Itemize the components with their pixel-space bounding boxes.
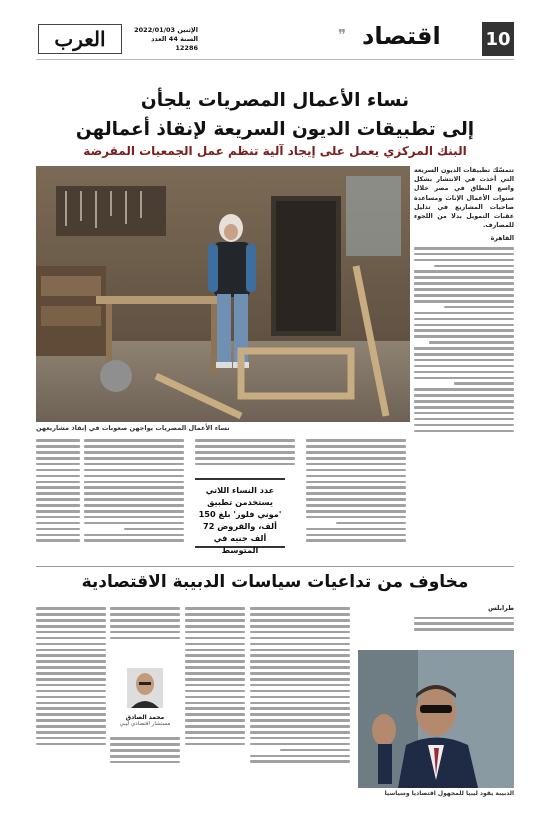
column-1-text [414,247,514,432]
issue-date: الإثنين 2022/01/03 [134,26,198,34]
issue-number: السنة 44 العدد 12286 [151,35,198,52]
section-title: اقتصاد [362,22,441,50]
author-photo [127,668,163,708]
author-role: مستشار اقتصادي ليبي [119,721,171,727]
dbeibah-photo [358,650,514,788]
second-dateline: طرابلس [488,605,514,612]
second-headline: مخاوف من تداعيات سياسات الدبيبة الاقتصادية [81,572,469,592]
second-column-2 [250,604,350,794]
dbeibah-photo-image [358,650,514,788]
second-column-4 [110,604,180,664]
page-number: 10 [482,22,514,56]
main-subheadline: البنك المركزي يعمل على إيجاد آلية تنظم عمل الجمعيات المقرضة [83,144,467,158]
logo-text: العرب [54,27,106,51]
issue-info [128,26,198,53]
author-name: محمد الصادق [125,714,165,721]
article-column-5 [36,436,80,560]
workshop-photo-image [36,166,410,422]
article-column-4 [84,436,184,560]
second-photo-caption: الدبيبة يقود ليبيا للمجهول اقتصاديا وسياسيا [384,790,514,797]
article-column-1 [414,166,514,556]
article-column-3 [195,436,295,476]
workshop-photo [36,166,410,422]
article-lead: تتمسّك تطبيقات الديون السريعة التي أخذت في الانتشار بشكل واسع النطاق في مصر خلال سنوات الأعمال الإناث ومساعدة صاحبات المشاريع في تذليل عقبات التمويل بدلا من اللجوء للمصارف. [414,167,514,230]
headline-line-1: نساء الأعمال المصريات يلجأن [140,90,410,111]
second-column-3 [185,604,245,794]
main-headline [40,86,510,144]
second-column-4b [110,734,180,794]
newspaper-logo [38,24,122,54]
author-box [110,668,180,728]
page-header [36,22,514,60]
headline-line-2: إلى تطبيقات الديون السريعة لإنقاذ أعمالهن [75,119,475,140]
quote-mark-icon: ❞ [338,26,347,44]
section-divider [36,566,514,567]
second-story-lead [414,604,514,646]
pull-quote: عدد النساء اللاتي يستخدمن تطبيق 'موني فلوز' بلغ 150 ألف، والقروض 72 ألف جنيه في المتوسط [195,478,285,548]
second-column-5 [36,604,106,794]
main-photo-caption: نساء الأعمال المصريات يواجهن صعوبات في إنقاذ مشاريعهن [36,424,230,432]
article-column-2 [306,436,406,560]
dateline: القاهرة [490,235,514,243]
